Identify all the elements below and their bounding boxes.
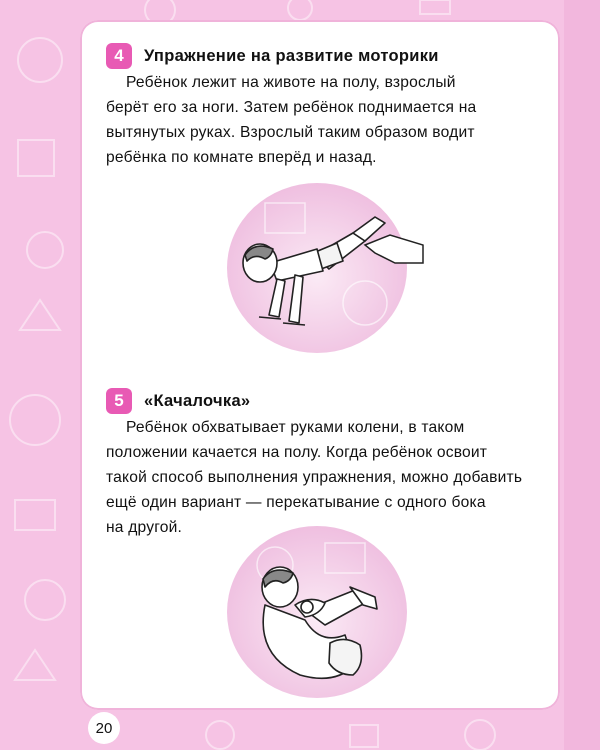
exercise-5-description <box>106 415 540 540</box>
rocking-ball-illustration <box>225 525 425 700</box>
exercise-title: «Качалочка» <box>144 391 251 410</box>
description-line: Ребёнок лежит на животе на полу, взрослый <box>126 74 456 91</box>
exercise-title: Упражнение на развитие моторики <box>144 46 439 65</box>
description-line: вытянутых руках. Взрослый таким образом водит <box>106 124 475 141</box>
wheelbarrow-walk-illustration <box>225 183 425 353</box>
exercise-number-badge: 5 <box>106 388 132 414</box>
description-line: такой способ выполнения упражнения, можно добавить <box>106 469 523 486</box>
page-edge-strip <box>564 0 600 750</box>
page-number: 20 <box>88 712 120 744</box>
description-line: берёт его за ноги. Затем ребёнок поднимается на <box>106 99 477 116</box>
description-line: ещё один вариант — перекатывание с одного бока <box>106 494 486 511</box>
exercise-number-badge: 4 <box>106 43 132 69</box>
description-line: ребёнка по комнате вперёд и назад. <box>106 149 377 166</box>
description-line: Ребёнок обхватывает руками колени, в таком <box>126 419 465 436</box>
description-line: на другой. <box>106 519 183 536</box>
description-line: положении качается на полу. Когда ребёнок освоит <box>106 444 488 461</box>
exercise-4-description <box>106 70 540 170</box>
exercise-5-header <box>106 388 250 414</box>
exercise-4-header <box>106 43 439 69</box>
